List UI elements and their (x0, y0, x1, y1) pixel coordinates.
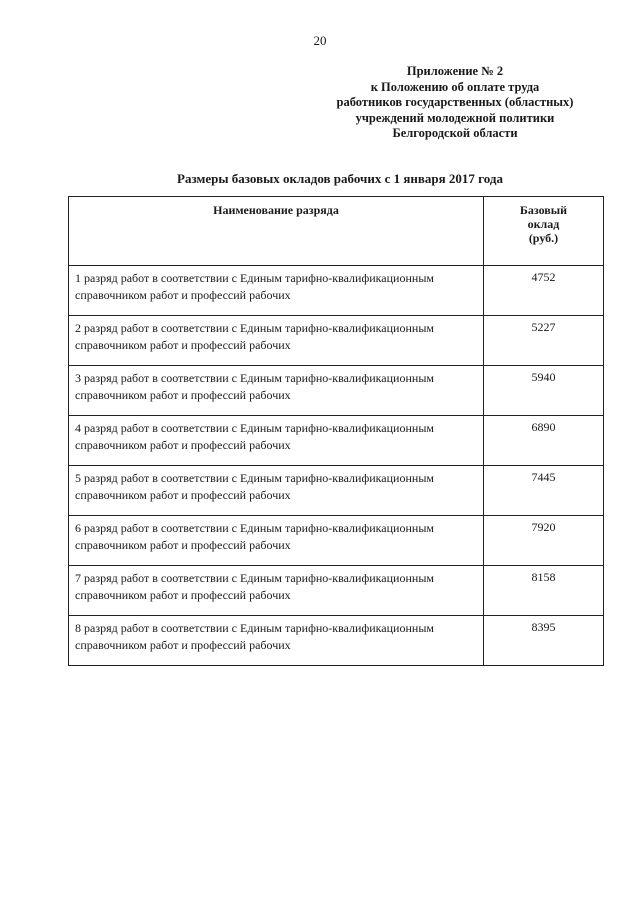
table-row (69, 516, 604, 566)
grade-name (69, 266, 484, 316)
header-name: Наименование разряда (69, 197, 484, 266)
grade-salary: 7920 (484, 516, 604, 566)
grade-name-line: справочником работ и профессий рабочих (75, 588, 291, 602)
grade-name-line: 5 разряд работ в соответствии с Единым тарифно-квалификационным (75, 471, 434, 485)
table-row (69, 416, 604, 466)
grade-name-line: справочником работ и профессий рабочих (75, 538, 291, 552)
table-title: Размеры базовых окладов рабочих с 1 января 2017 года (177, 171, 503, 186)
grade-salary: 7445 (484, 466, 604, 516)
appendix-line: Приложение № 2 (406, 64, 504, 78)
grade-salary: 4752 (484, 266, 604, 316)
table-row (69, 266, 604, 316)
appendix-line: работников государственных (областных) (336, 95, 574, 109)
grade-salary: 6890 (484, 416, 604, 466)
table-row (69, 616, 604, 666)
grade-name-line: 7 разряд работ в соответствии с Единым тарифно-квалификационным (75, 571, 434, 585)
table-row (69, 566, 604, 616)
grade-salary: 8395 (484, 616, 604, 666)
table-row (69, 466, 604, 516)
appendix-line: Белгородской области (392, 126, 518, 140)
page-number: 20 (313, 33, 327, 48)
grade-name-line: 4 разряд работ в соответствии с Единым тарифно-квалификационным (75, 421, 434, 435)
grade-name-line: 3 разряд работ в соответствии с Единым тарифно-квалификационным (75, 371, 434, 385)
appendix-line: учреждений молодежной политики (355, 110, 555, 125)
header-salary-line: Базовый (519, 203, 568, 217)
table-header-row (69, 197, 604, 266)
table-row (69, 316, 604, 366)
appendix-heading (330, 64, 580, 142)
salary-table (68, 196, 604, 666)
grade-name-line: справочником работ и профессий рабочих (75, 488, 291, 502)
appendix-line: к Положению об оплате труда (370, 79, 540, 94)
header-salary-line: (руб.) (528, 231, 559, 245)
grade-salary: 5227 (484, 316, 604, 366)
grade-name-line: справочником работ и профессий рабочих (75, 438, 291, 452)
grade-name-line: 8 разряд работ в соответствии с Единым тарифно-квалификационным (75, 621, 434, 635)
grade-name-line: 2 разряд работ в соответствии с Единым тарифно-квалификационным (75, 321, 434, 335)
grade-salary: 8158 (484, 566, 604, 616)
grade-name (69, 366, 484, 416)
grade-name (69, 516, 484, 566)
grade-name-line: 1 разряд работ в соответствии с Единым тарифно-квалификационным (75, 271, 434, 285)
grade-name-line: справочником работ и профессий рабочих (75, 338, 291, 352)
header-salary-line: оклад (527, 217, 560, 231)
header-salary (484, 197, 604, 266)
grade-salary: 5940 (484, 366, 604, 416)
grade-name (69, 316, 484, 366)
grade-name-line: 6 разряд работ в соответствии с Единым тарифно-квалификационным (75, 521, 434, 535)
table-row (69, 366, 604, 416)
grade-name (69, 466, 484, 516)
grade-name-line: справочником работ и профессий рабочих (75, 288, 291, 302)
grade-name (69, 566, 484, 616)
grade-name (69, 616, 484, 666)
grade-name-line: справочником работ и профессий рабочих (75, 388, 291, 402)
grade-name (69, 416, 484, 466)
grade-name-line: справочником работ и профессий рабочих (75, 638, 291, 652)
